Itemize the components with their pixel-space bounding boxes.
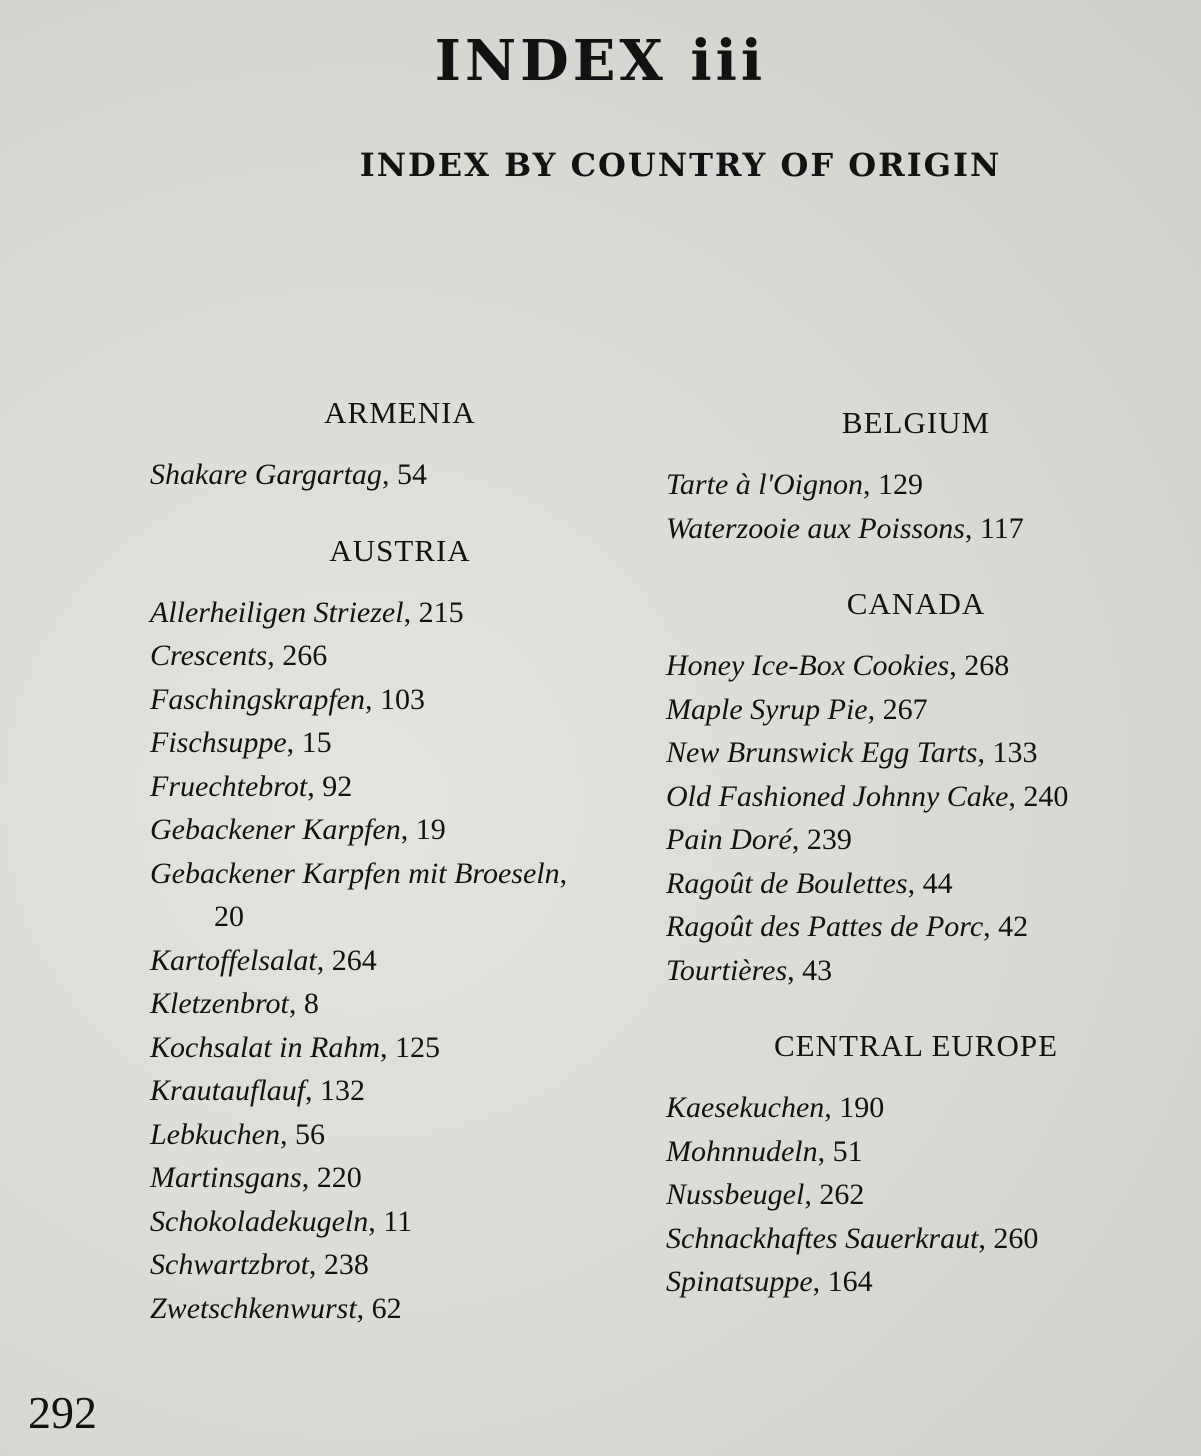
recipe-entry: Old Fashioned Johnny Cake, 240: [666, 779, 1069, 813]
recipe-entry: Lebkuchen, 56: [150, 1117, 325, 1151]
recipe-page: 103: [379, 682, 425, 716]
recipe-list: [666, 463, 1186, 550]
recipe-page: 220: [316, 1161, 362, 1194]
recipe-page: 15: [301, 726, 332, 759]
page-subtitle: INDEX BY COUNTRY OF ORIGIN: [359, 146, 1002, 184]
recipe-entry: Spinatsuppe, 164: [666, 1265, 873, 1298]
recipe-name: Allerheiligen Striezel: [150, 595, 404, 629]
recipe-entry: Mohnnudeln, 51: [666, 1134, 863, 1168]
recipe-name: New Brunswick Egg Tarts: [666, 736, 978, 769]
recipe-entry: Gebackener Karpfen mit Broeseln, 20: [150, 852, 670, 939]
recipe-list: [666, 644, 1186, 992]
recipe-page: 132: [320, 1074, 366, 1107]
recipe-entry: Schwartzbrot, 238: [150, 1248, 369, 1281]
right-column: [666, 405, 1186, 1340]
recipe-page: 51: [832, 1134, 863, 1168]
recipe-entry: Kochsalat in Rahm, 125: [150, 1030, 440, 1064]
recipe-entry: Shakare Gargartag, 54: [150, 458, 427, 491]
country-heading: ARMENIA: [324, 395, 476, 430]
country-heading: CENTRAL EUROPE: [773, 1028, 1059, 1063]
recipe-page: 125: [395, 1030, 440, 1064]
country-section-belgium: [666, 405, 1186, 550]
recipe-page: 239: [806, 823, 852, 856]
page-number: 292: [28, 1387, 97, 1438]
recipe-name: Schnackhaftes Sauerkraut: [666, 1221, 979, 1255]
recipe-page: 133: [992, 736, 1038, 769]
country-heading: CANADA: [846, 586, 986, 621]
recipe-entry: Krautauflauf, 132: [150, 1074, 366, 1107]
recipe-name: Fruechtebrot: [150, 769, 308, 803]
recipe-entry: Maple Syrup Pie, 267: [666, 692, 928, 726]
recipe-page: 240: [1023, 779, 1069, 813]
recipe-entry: Schokoladekugeln, 11: [150, 1204, 413, 1238]
recipe-name: Tarte à l'Oignon: [666, 468, 864, 501]
recipe-entry: Zwetschkenwurst, 62: [150, 1291, 402, 1325]
recipe-page: 262: [819, 1178, 865, 1211]
recipe-name: Ragoût de Boulettes: [666, 866, 908, 900]
recipe-page: 238: [323, 1248, 369, 1281]
recipe-page: 266: [282, 639, 328, 672]
recipe-name: Zwetschkenwurst: [150, 1291, 357, 1325]
recipe-entry: New Brunswick Egg Tarts, 133: [666, 736, 1038, 769]
recipe-name: Spinatsuppe: [666, 1265, 813, 1298]
recipe-page: 190: [839, 1091, 885, 1124]
recipe-list: [666, 1086, 1186, 1304]
recipe-name: Gebackener Karpfen mit Broeseln: [150, 856, 560, 890]
recipe-name: Old Fashioned Johnny Cake: [666, 779, 1009, 813]
recipe-entry: Fischsuppe, 15: [150, 726, 332, 759]
recipe-entry: Crescents, 266: [150, 639, 328, 672]
recipe-name: Schwartzbrot: [150, 1248, 309, 1281]
recipe-page: 129: [878, 468, 924, 501]
recipe-entry: Kartoffelsalat, 264: [150, 943, 377, 977]
recipe-page: 11: [383, 1204, 413, 1238]
recipe-list: [150, 453, 670, 497]
recipe-page: 117: [979, 511, 1024, 545]
recipe-name: Faschingskrapfen: [150, 682, 365, 716]
recipe-page: 62: [371, 1291, 402, 1325]
recipe-name: Crescents: [150, 639, 268, 672]
recipe-name: Kletzenbrot: [150, 987, 289, 1020]
recipe-entry: Gebackener Karpfen, 19: [150, 813, 446, 846]
recipe-entry: Ragoût de Boulettes, 44: [666, 866, 953, 900]
page-title: INDEX iii: [434, 28, 767, 94]
recipe-entry: Kletzenbrot, 8: [150, 987, 319, 1020]
recipe-name: Krautauflauf: [150, 1074, 306, 1107]
left-column: [150, 395, 670, 1366]
recipe-name: Martinsgans: [150, 1161, 302, 1194]
recipe-name: Tourtières: [666, 953, 788, 987]
recipe-page: 8: [303, 987, 319, 1020]
recipe-entry: Faschingskrapfen, 103: [150, 682, 425, 716]
recipe-name: Nussbeugel: [666, 1178, 805, 1211]
recipe-page: 215: [418, 595, 464, 629]
recipe-page: 264: [331, 943, 377, 977]
recipe-entry: Fruechtebrot, 92: [150, 769, 353, 803]
recipe-entry: Honey Ice-Box Cookies, 268: [666, 649, 1010, 682]
recipe-name: Schokoladekugeln: [150, 1204, 369, 1238]
recipe-name: Honey Ice-Box Cookies: [666, 649, 950, 682]
recipe-page: 92: [322, 769, 353, 803]
recipe-entry: Waterzooie aux Poissons, 117: [666, 511, 1024, 545]
recipe-entry: Allerheiligen Striezel, 215: [150, 595, 464, 629]
country-section-armenia: [150, 395, 670, 497]
recipe-name: Kochsalat in Rahm: [150, 1030, 380, 1064]
country-heading: AUSTRIA: [329, 532, 471, 568]
recipe-page: 260: [993, 1221, 1039, 1255]
recipe-entry: Pain Doré, 239: [666, 823, 852, 856]
recipe-page: 43: [802, 953, 833, 987]
recipe-page: 268: [964, 649, 1010, 682]
recipe-name: Gebackener Karpfen: [150, 813, 401, 846]
country-heading: BELGIUM: [841, 405, 991, 440]
recipe-name: Mohnnudeln: [666, 1134, 818, 1168]
recipe-page: 44: [922, 866, 953, 900]
recipe-name: Maple Syrup Pie: [666, 692, 868, 726]
recipe-entry: Nussbeugel, 262: [666, 1178, 865, 1211]
recipe-page: 267: [882, 692, 928, 726]
recipe-page: 54: [396, 458, 427, 491]
recipe-name: Pain Doré: [666, 823, 792, 856]
recipe-entry: Tourtières, 43: [666, 953, 833, 987]
recipe-page: 19: [415, 813, 446, 846]
recipe-name: Kaesekuchen: [666, 1091, 825, 1124]
recipe-page: 164: [827, 1265, 873, 1298]
recipe-list: [150, 591, 670, 1331]
recipe-name: Waterzooie aux Poissons: [666, 511, 965, 545]
recipe-entry: Martinsgans, 220: [150, 1161, 362, 1194]
recipe-page: 20: [214, 900, 244, 933]
recipe-entry: Schnackhaftes Sauerkraut, 260: [666, 1221, 1039, 1255]
country-section-canada: [666, 586, 1186, 992]
recipe-name: Kartoffelsalat: [150, 943, 317, 977]
recipe-entry: Kaesekuchen, 190: [666, 1091, 885, 1124]
country-section-central-europe: [666, 1028, 1186, 1304]
recipe-name: Fischsuppe: [150, 726, 287, 759]
recipe-entry: Ragoût des Pattes de Porc, 42: [666, 910, 1029, 943]
country-section-austria: [150, 533, 670, 1331]
recipe-page: 42: [998, 910, 1029, 943]
recipe-name: Lebkuchen: [150, 1117, 280, 1151]
recipe-entry: Tarte à l'Oignon, 129: [666, 468, 924, 501]
recipe-page: 56: [294, 1117, 325, 1151]
recipe-name: Shakare Gargartag: [150, 458, 382, 491]
recipe-name: Ragoût des Pattes de Porc: [666, 910, 984, 943]
